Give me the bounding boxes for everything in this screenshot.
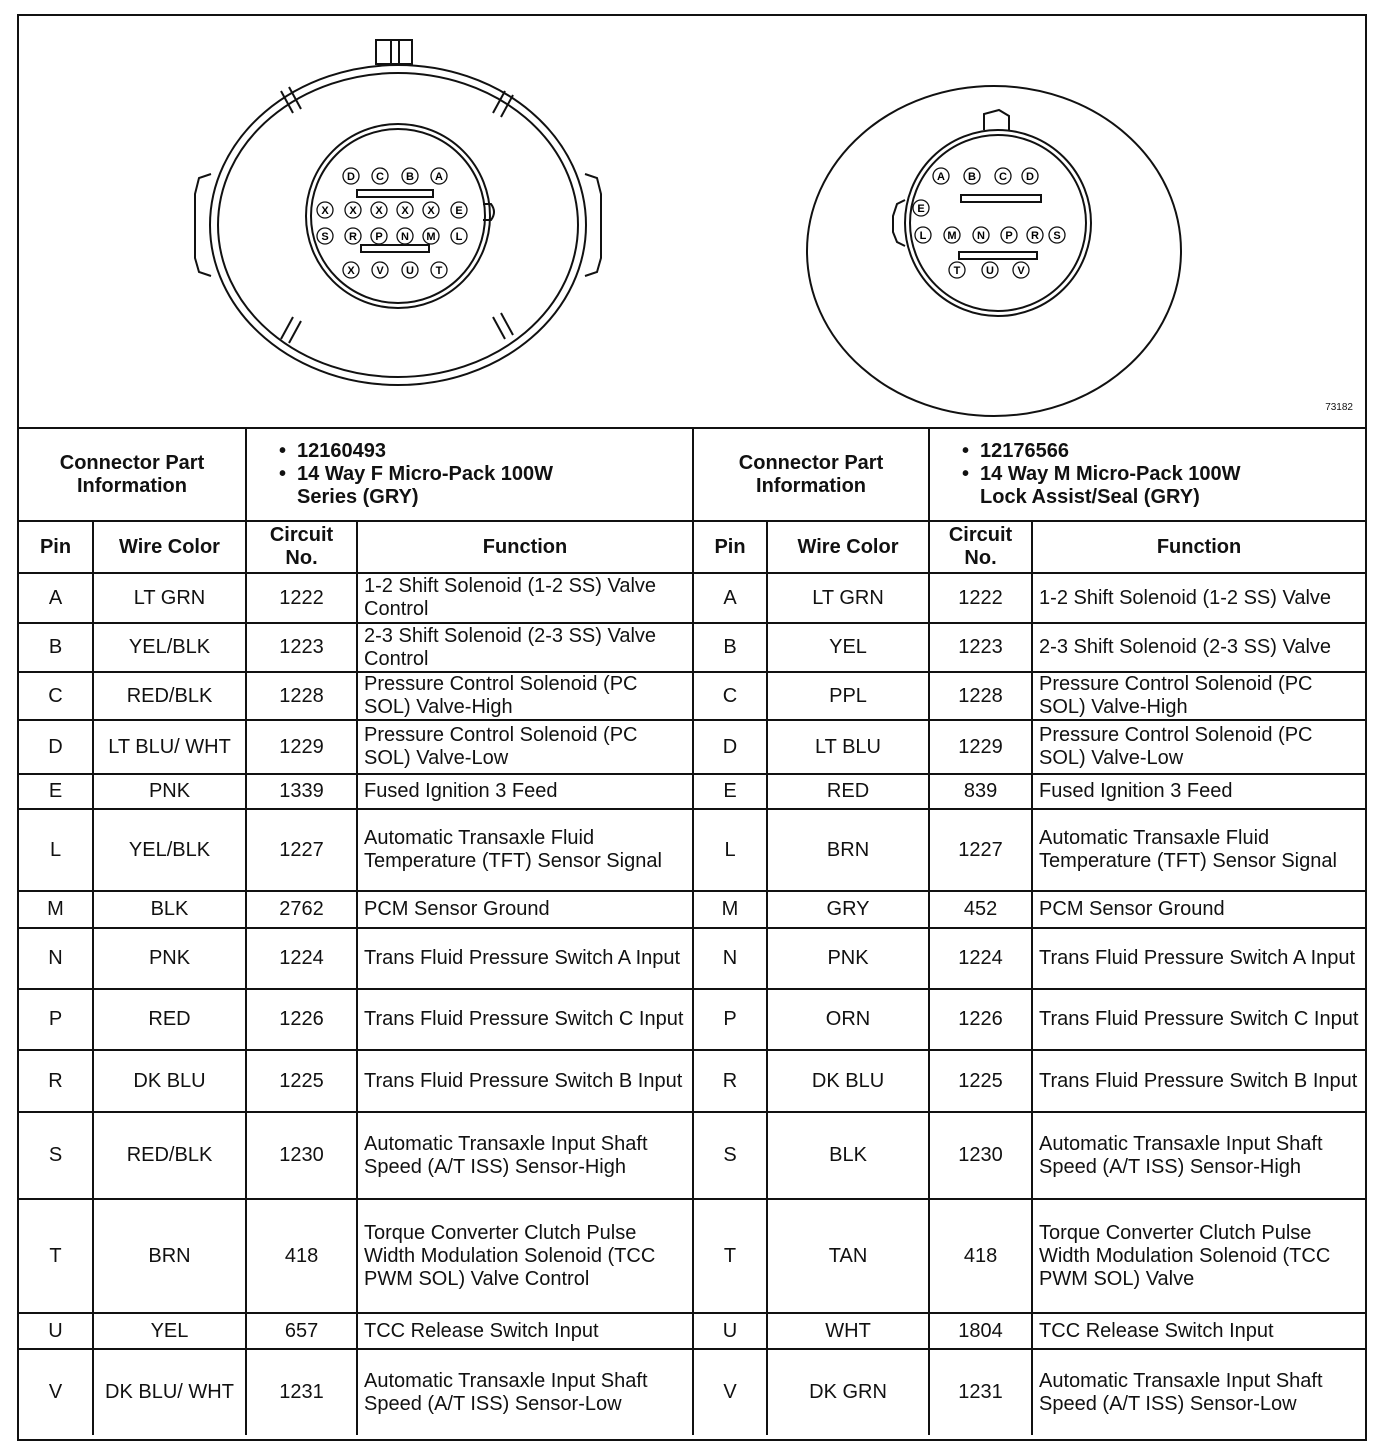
connector-drawing bbox=[19, 16, 1365, 427]
wire-color-cell: YEL bbox=[93, 1313, 246, 1349]
pin-cell: N bbox=[19, 928, 93, 989]
function-cell: Trans Fluid Pressure Switch A Input bbox=[1032, 928, 1365, 989]
wire-color-cell: LT GRN bbox=[767, 573, 929, 623]
circuit-cell: 1230 bbox=[246, 1112, 357, 1199]
wire-color-cell: LT BLU bbox=[767, 720, 929, 774]
pin-cell: D bbox=[693, 720, 767, 774]
function-cell: Trans Fluid Pressure Switch B Input bbox=[1032, 1050, 1365, 1112]
pin-cell: L bbox=[693, 809, 767, 891]
wire-color-cell: DK GRN bbox=[767, 1349, 929, 1435]
female-pin-label: V bbox=[376, 265, 384, 277]
pin-cell: P bbox=[693, 989, 767, 1050]
pin-row bbox=[19, 774, 1365, 809]
circuit-cell: 1229 bbox=[246, 720, 357, 774]
female-pin-label: X bbox=[321, 205, 329, 217]
right-description-line2: Lock Assist/Seal (GRY) bbox=[980, 486, 1200, 508]
pin-cell: D bbox=[19, 720, 93, 774]
pin-row bbox=[19, 573, 1365, 623]
female-pin-label: X bbox=[401, 205, 409, 217]
connector-illustration bbox=[19, 16, 1365, 429]
male-pin-label: R bbox=[1031, 230, 1039, 242]
function-cell: Automatic Transaxle Fluid Temperature (TFT) Sensor Signal bbox=[357, 809, 693, 891]
function-cell: Torque Converter Clutch Pulse Width Modulation Solenoid (TCC PWM SOL) Valve Control bbox=[357, 1199, 693, 1313]
female-pin-label: X bbox=[347, 265, 355, 277]
wire-color-cell: PPL bbox=[767, 672, 929, 720]
wire-color-cell: ORN bbox=[767, 989, 929, 1050]
female-pin-label: X bbox=[427, 205, 435, 217]
circuit-cell: 1231 bbox=[246, 1349, 357, 1435]
circuit-cell: 1224 bbox=[246, 928, 357, 989]
female-pin-label: T bbox=[435, 265, 443, 277]
pin-row bbox=[19, 891, 1365, 928]
wire-color-cell: GRY bbox=[767, 891, 929, 928]
left-part-info: • 12160493 • 14 Way F Micro-Pack 100W Series (GRY) bbox=[246, 428, 693, 521]
female-pin-label: A bbox=[435, 171, 443, 183]
pinout-table bbox=[19, 427, 1365, 1435]
pin-cell: C bbox=[693, 672, 767, 720]
function-cell: Trans Fluid Pressure Switch A Input bbox=[357, 928, 693, 989]
female-pin-label: N bbox=[401, 231, 409, 243]
female-pin-label: C bbox=[376, 171, 384, 183]
circuit-cell: 657 bbox=[246, 1313, 357, 1349]
male-pin-label: M bbox=[947, 230, 957, 242]
circuit-cell: 452 bbox=[929, 891, 1032, 928]
pin-header: Pin bbox=[693, 521, 767, 573]
function-cell: Pressure Control Solenoid (PC SOL) Valve-Low bbox=[1032, 720, 1365, 774]
pin-cell: M bbox=[19, 891, 93, 928]
function-cell: Automatic Transaxle Input Shaft Speed (A/T ISS) Sensor-Low bbox=[357, 1349, 693, 1435]
female-pin-label: P bbox=[375, 231, 383, 243]
wire-color-cell: DK BLU bbox=[767, 1050, 929, 1112]
right-part-number: 12176566 bbox=[980, 440, 1070, 462]
female-pin-label: E bbox=[455, 205, 463, 217]
circuit-cell: 1222 bbox=[246, 573, 357, 623]
pin-cell: T bbox=[693, 1199, 767, 1313]
left-description-line1: 14 Way F Micro-Pack 100W bbox=[297, 463, 554, 485]
figure-id: 73182 bbox=[1325, 402, 1353, 413]
circuit-cell: 1225 bbox=[929, 1050, 1032, 1112]
left-connector-info-label: Connector Part Information bbox=[19, 428, 246, 521]
wire-color-cell: YEL bbox=[767, 623, 929, 672]
function-cell: 1-2 Shift Solenoid (1-2 SS) Valve Control bbox=[357, 573, 693, 623]
left-description-line2: Series (GRY) bbox=[297, 486, 419, 508]
pin-row bbox=[19, 1199, 1365, 1313]
right-part-info: • 12176566 • 14 Way M Micro-Pack 100W Lock Assist/Seal (GRY) bbox=[929, 428, 1365, 521]
wire-color-cell: TAN bbox=[767, 1199, 929, 1313]
pin-cell: U bbox=[693, 1313, 767, 1349]
function-cell: Pressure Control Solenoid (PC SOL) Valve-Low bbox=[357, 720, 693, 774]
circuit-cell: 1228 bbox=[246, 672, 357, 720]
pin-row bbox=[19, 1050, 1365, 1112]
wire-color-cell: RED/BLK bbox=[93, 1112, 246, 1199]
pin-cell: S bbox=[693, 1112, 767, 1199]
pin-row bbox=[19, 1313, 1365, 1349]
pin-cell: E bbox=[693, 774, 767, 809]
wire-color-cell: BLK bbox=[767, 1112, 929, 1199]
wire-color-cell: LT BLU/ WHT bbox=[93, 720, 246, 774]
circuit-cell: 1223 bbox=[929, 623, 1032, 672]
male-pin-label: U bbox=[986, 265, 994, 277]
pin-row bbox=[19, 672, 1365, 720]
pin-cell: B bbox=[19, 623, 93, 672]
circuit-header: Circuit No. bbox=[929, 521, 1032, 573]
wire-color-cell: DK BLU bbox=[93, 1050, 246, 1112]
male-pin-label: A bbox=[937, 171, 945, 183]
pin-cell: N bbox=[693, 928, 767, 989]
pin-cell: M bbox=[693, 891, 767, 928]
circuit-cell: 418 bbox=[929, 1199, 1032, 1313]
pin-row bbox=[19, 1349, 1365, 1435]
wire-color-header: Wire Color bbox=[767, 521, 929, 573]
right-connector-info-label: Connector Part Information bbox=[693, 428, 929, 521]
circuit-cell: 1223 bbox=[246, 623, 357, 672]
function-cell: Automatic Transaxle Input Shaft Speed (A/T ISS) Sensor-High bbox=[1032, 1112, 1365, 1199]
function-cell: TCC Release Switch Input bbox=[357, 1313, 693, 1349]
female-pin-label: X bbox=[375, 205, 383, 217]
male-pin-label: N bbox=[977, 230, 985, 242]
pin-cell: E bbox=[19, 774, 93, 809]
pin-header: Pin bbox=[19, 521, 93, 573]
male-pin-label: V bbox=[1017, 265, 1025, 277]
pin-cell: R bbox=[693, 1050, 767, 1112]
wire-color-cell: PNK bbox=[93, 774, 246, 809]
circuit-cell: 2762 bbox=[246, 891, 357, 928]
circuit-cell: 1226 bbox=[929, 989, 1032, 1050]
pinout-table-body bbox=[19, 428, 1365, 1435]
male-connector-body bbox=[807, 86, 1181, 416]
female-pin-label: B bbox=[406, 171, 414, 183]
connector-chart bbox=[17, 14, 1367, 1441]
pin-cell: A bbox=[19, 573, 93, 623]
circuit-header: Circuit No. bbox=[246, 521, 357, 573]
function-cell: Automatic Transaxle Input Shaft Speed (A/T ISS) Sensor-High bbox=[357, 1112, 693, 1199]
pin-row bbox=[19, 809, 1365, 891]
circuit-cell: 839 bbox=[929, 774, 1032, 809]
wire-color-cell: RED bbox=[767, 774, 929, 809]
pin-cell: L bbox=[19, 809, 93, 891]
pin-row bbox=[19, 928, 1365, 989]
function-cell: Automatic Transaxle Input Shaft Speed (A/T ISS) Sensor-Low bbox=[1032, 1349, 1365, 1435]
pin-cell: T bbox=[19, 1199, 93, 1313]
female-pin-label: D bbox=[347, 171, 355, 183]
circuit-cell: 1222 bbox=[929, 573, 1032, 623]
pin-cell: V bbox=[19, 1349, 93, 1435]
pin-cell: P bbox=[19, 989, 93, 1050]
circuit-cell: 1339 bbox=[246, 774, 357, 809]
function-cell: Trans Fluid Pressure Switch B Input bbox=[357, 1050, 693, 1112]
left-part-number: 12160493 bbox=[297, 440, 386, 462]
wire-color-cell: YEL/BLK bbox=[93, 809, 246, 891]
circuit-cell: 1225 bbox=[246, 1050, 357, 1112]
wire-color-cell: WHT bbox=[767, 1313, 929, 1349]
pin-cell: U bbox=[19, 1313, 93, 1349]
function-cell: 2-3 Shift Solenoid (2-3 SS) Valve Control bbox=[357, 623, 693, 672]
circuit-cell: 1804 bbox=[929, 1313, 1032, 1349]
female-pin-label: U bbox=[406, 265, 414, 277]
wire-color-cell: RED/BLK bbox=[93, 672, 246, 720]
circuit-cell: 1230 bbox=[929, 1112, 1032, 1199]
wire-color-header: Wire Color bbox=[93, 521, 246, 573]
male-pin-label: C bbox=[999, 171, 1007, 183]
male-pin-label: T bbox=[953, 265, 961, 277]
pin-cell: B bbox=[693, 623, 767, 672]
connector-info-row bbox=[19, 428, 1365, 521]
circuit-cell: 1226 bbox=[246, 989, 357, 1050]
wire-color-cell: BRN bbox=[767, 809, 929, 891]
function-cell: Pressure Control Solenoid (PC SOL) Valve-High bbox=[357, 672, 693, 720]
male-pin-label: S bbox=[1053, 230, 1061, 242]
wire-color-cell: RED bbox=[93, 989, 246, 1050]
wire-color-cell: PNK bbox=[767, 928, 929, 989]
male-pin-label: P bbox=[1005, 230, 1013, 242]
female-pin-label: S bbox=[321, 231, 329, 243]
function-cell: 1-2 Shift Solenoid (1-2 SS) Valve bbox=[1032, 573, 1365, 623]
function-cell: PCM Sensor Ground bbox=[357, 891, 693, 928]
circuit-cell: 1231 bbox=[929, 1349, 1032, 1435]
circuit-cell: 1229 bbox=[929, 720, 1032, 774]
function-cell: Pressure Control Solenoid (PC SOL) Valve-High bbox=[1032, 672, 1365, 720]
function-cell: TCC Release Switch Input bbox=[1032, 1313, 1365, 1349]
function-cell: Trans Fluid Pressure Switch C Input bbox=[357, 989, 693, 1050]
pin-cell: A bbox=[693, 573, 767, 623]
female-pin-label: L bbox=[455, 231, 463, 243]
circuit-cell: 1224 bbox=[929, 928, 1032, 989]
wire-color-cell: BLK bbox=[93, 891, 246, 928]
right-description-line1: 14 Way M Micro-Pack 100W bbox=[980, 463, 1241, 485]
function-cell: Fused Ignition 3 Feed bbox=[357, 774, 693, 809]
circuit-cell: 1228 bbox=[929, 672, 1032, 720]
pin-row bbox=[19, 623, 1365, 672]
wire-color-cell: DK BLU/ WHT bbox=[93, 1349, 246, 1435]
male-pin-label: E bbox=[917, 203, 925, 215]
female-pin-label: R bbox=[349, 231, 357, 243]
column-header-row bbox=[19, 521, 1365, 573]
function-cell: Trans Fluid Pressure Switch C Input bbox=[1032, 989, 1365, 1050]
male-pin-label: D bbox=[1026, 171, 1034, 183]
wire-color-cell: LT GRN bbox=[93, 573, 246, 623]
pin-cell: C bbox=[19, 672, 93, 720]
pin-cell: S bbox=[19, 1112, 93, 1199]
pin-cell: R bbox=[19, 1050, 93, 1112]
pin-cell: V bbox=[693, 1349, 767, 1435]
circuit-cell: 1227 bbox=[246, 809, 357, 891]
function-cell: Torque Converter Clutch Pulse Width Modulation Solenoid (TCC PWM SOL) Valve bbox=[1032, 1199, 1365, 1313]
female-pin-label: M bbox=[426, 231, 436, 243]
male-pin-label: L bbox=[919, 230, 927, 242]
function-header: Function bbox=[357, 521, 693, 573]
function-cell: PCM Sensor Ground bbox=[1032, 891, 1365, 928]
pin-row bbox=[19, 1112, 1365, 1199]
function-cell: Fused Ignition 3 Feed bbox=[1032, 774, 1365, 809]
pin-row bbox=[19, 720, 1365, 774]
wire-color-cell: YEL/BLK bbox=[93, 623, 246, 672]
wire-color-cell: BRN bbox=[93, 1199, 246, 1313]
function-header: Function bbox=[1032, 521, 1365, 573]
circuit-cell: 1227 bbox=[929, 809, 1032, 891]
function-cell: 2-3 Shift Solenoid (2-3 SS) Valve bbox=[1032, 623, 1365, 672]
circuit-cell: 418 bbox=[246, 1199, 357, 1313]
female-pin-label: X bbox=[349, 205, 357, 217]
pin-row bbox=[19, 989, 1365, 1050]
male-pin-label: B bbox=[968, 171, 976, 183]
function-cell: Automatic Transaxle Fluid Temperature (TFT) Sensor Signal bbox=[1032, 809, 1365, 891]
wire-color-cell: PNK bbox=[93, 928, 246, 989]
